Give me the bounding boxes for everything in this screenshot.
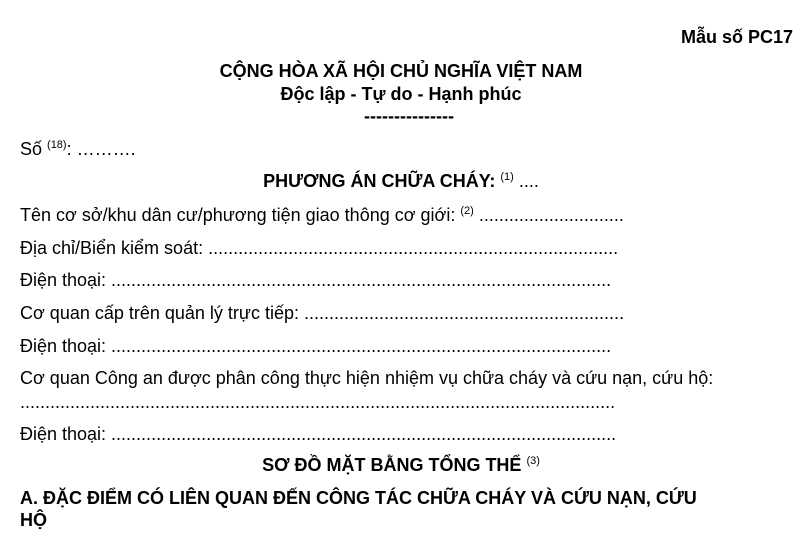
number-placeholder: : ………. bbox=[66, 139, 136, 159]
heading-divider: --------------- bbox=[364, 106, 454, 126]
form-code: Mẫu số PC17 bbox=[680, 27, 793, 47]
plan-title-text: PHƯƠNG ÁN CHỮA CHÁY: bbox=[263, 171, 501, 191]
footnote-ref: (2) bbox=[460, 205, 474, 217]
police-agency-field: Cơ quan Công an được phân công thực hiện nhiệm vụ chữa cháy và cứu nạn, cứu hộ: bbox=[20, 368, 714, 388]
phone-field: Điện thoại: ..................................................................................................... bbox=[20, 424, 617, 444]
section-a-heading: A. ĐẶC ĐIỂM CÓ LIÊN QUAN ĐẾN CÔNG TÁC CHỮA CHÁY VÀ CỨU NẠN, CỨU bbox=[20, 488, 697, 508]
site-plan-heading bbox=[0, 455, 802, 476]
phone-field: Điện thoại: .................................................................................................... bbox=[20, 336, 612, 356]
facility-name-field bbox=[20, 205, 624, 226]
superior-agency-field: Cơ quan cấp trên quản lý trực tiếp: ................................................................ bbox=[20, 303, 625, 323]
section-a-heading-cont: HỘ bbox=[20, 510, 47, 530]
site-plan-text: SƠ ĐỒ MẶT BẰNG TỔNG THỂ bbox=[262, 455, 527, 475]
country-heading: CỘNG HÒA XÃ HỘI CHỦ NGHĨA VIỆT NAM bbox=[219, 61, 583, 81]
facility-dots: ............................. bbox=[473, 205, 624, 225]
footnote-ref: (1) bbox=[500, 171, 514, 183]
footnote-ref: (18) bbox=[47, 139, 67, 151]
phone-field: Điện thoại: .................................................................................................... bbox=[20, 270, 612, 290]
address-field: Địa chỉ/Biển kiểm soát: .................................................................................. bbox=[20, 238, 619, 258]
facility-label: Tên cơ sở/khu dân cư/phương tiện giao thông cơ giới: bbox=[20, 205, 461, 225]
footnote-ref: (3) bbox=[526, 455, 540, 467]
motto: Độc lập - Tự do - Hạnh phúc bbox=[280, 84, 522, 104]
plan-title-dots: .... bbox=[513, 171, 539, 191]
document-number bbox=[20, 139, 136, 160]
number-label: Số bbox=[20, 139, 48, 159]
police-agency-dots: ....................................................................................................................... bbox=[20, 392, 616, 412]
plan-title bbox=[0, 171, 802, 192]
